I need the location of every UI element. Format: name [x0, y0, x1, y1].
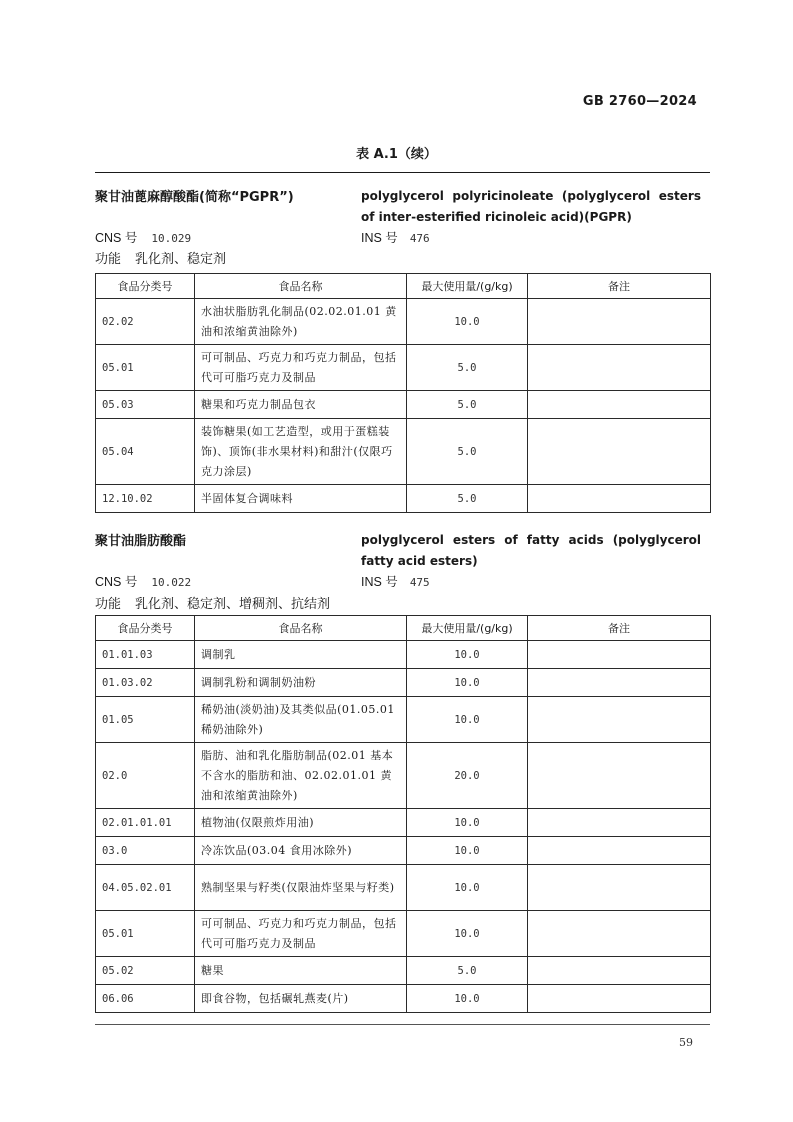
max-usage: 10.0	[407, 809, 528, 837]
table-row	[96, 419, 711, 485]
food-name: 可可制品、巧克力和巧克力制品，包括代可可脂巧克力及制品	[195, 345, 407, 391]
ins-value: 475	[409, 576, 430, 589]
remark	[528, 697, 711, 743]
ins-label: INS 号	[361, 575, 398, 589]
column-header: 备注	[528, 274, 711, 299]
food-name: 调制乳	[195, 641, 407, 669]
cns-code-line	[95, 572, 191, 590]
max-usage: 5.0	[407, 345, 528, 391]
cns-value: 10.022	[151, 576, 192, 589]
function-label: 功能	[95, 597, 122, 612]
remark	[528, 669, 711, 697]
table-row	[96, 957, 711, 985]
bottom-rule	[95, 1024, 710, 1025]
food-category-code: 02.02	[96, 299, 195, 345]
max-usage: 10.0	[407, 697, 528, 743]
food-name: 糖果和巧克力制品包衣	[195, 391, 407, 419]
food-category-code: 05.04	[96, 419, 195, 485]
column-header: 食品分类号	[96, 616, 195, 641]
ins-value: 476	[409, 232, 430, 245]
food-name: 水油状脂肪乳化制品(02.02.01.01 黄油和浓缩黄油除外)	[195, 299, 407, 345]
max-usage: 5.0	[407, 391, 528, 419]
table-title: 表 A.1（续）	[356, 147, 437, 162]
remark	[528, 641, 711, 669]
remark	[528, 957, 711, 985]
column-header: 最大使用量/(g/kg)	[407, 274, 528, 299]
table-row	[96, 299, 711, 345]
cns-code-line	[95, 228, 191, 246]
food-category-code: 05.02	[96, 957, 195, 985]
max-usage: 10.0	[407, 985, 528, 1013]
food-category-code: 05.01	[96, 911, 195, 957]
top-rule	[95, 172, 710, 173]
food-category-code: 02.01.01.01	[96, 809, 195, 837]
food-name: 熟制坚果与籽类(仅限油炸坚果与籽类)	[195, 865, 407, 911]
column-header: 最大使用量/(g/kg)	[407, 616, 528, 641]
table-row	[96, 837, 711, 865]
table-row	[96, 985, 711, 1013]
cns-label: CNS 号	[95, 231, 138, 245]
food-name: 脂肪、油和乳化脂肪制品(02.01 基本不含水的脂肪和油、02.02.01.01 黄油和浓缩黄油除外)	[195, 743, 407, 809]
table-row	[96, 911, 711, 957]
column-header: 备注	[528, 616, 711, 641]
table-header-row	[96, 274, 711, 299]
remark	[528, 809, 711, 837]
food-name: 植物油(仅限煎炸用油)	[195, 809, 407, 837]
ins-label: INS 号	[361, 231, 398, 245]
remark	[528, 911, 711, 957]
table-row	[96, 697, 711, 743]
usage-table	[95, 615, 711, 1013]
food-name: 即食谷物，包括碾轧燕麦(片)	[195, 985, 407, 1013]
food-name: 可可制品、巧克力和巧克力制品，包括代可可脂巧克力及制品	[195, 911, 407, 957]
food-category-code: 04.05.02.01	[96, 865, 195, 911]
table-row	[96, 865, 711, 911]
function-line	[95, 593, 330, 612]
function-line	[95, 248, 226, 267]
max-usage: 5.0	[407, 485, 528, 513]
remark	[528, 299, 711, 345]
food-name: 半固体复合调味料	[195, 485, 407, 513]
ins-code-line	[361, 572, 430, 590]
food-name: 装饰糖果(如工艺造型，或用于蛋糕装饰)、顶饰(非水果材料)和甜汁(仅限巧克力涂层)	[195, 419, 407, 485]
remark	[528, 743, 711, 809]
food-category-code: 05.01	[96, 345, 195, 391]
table-row	[96, 485, 711, 513]
remark	[528, 391, 711, 419]
remark	[528, 837, 711, 865]
max-usage: 10.0	[407, 641, 528, 669]
table-row	[96, 641, 711, 669]
food-category-code: 02.0	[96, 743, 195, 809]
remark	[528, 345, 711, 391]
max-usage: 10.0	[407, 669, 528, 697]
max-usage: 10.0	[407, 299, 528, 345]
food-category-code: 01.05	[96, 697, 195, 743]
additive-chinese-name: 聚甘油脂肪酸酯	[95, 534, 187, 549]
food-category-code: 12.10.02	[96, 485, 195, 513]
remark	[528, 865, 711, 911]
table-header-row	[96, 616, 711, 641]
usage-table	[95, 273, 711, 513]
food-category-code: 03.0	[96, 837, 195, 865]
table-row	[96, 743, 711, 809]
max-usage: 5.0	[407, 957, 528, 985]
max-usage: 5.0	[407, 419, 528, 485]
table-row	[96, 809, 711, 837]
column-header: 食品名称	[195, 274, 407, 299]
food-category-code: 01.01.03	[96, 641, 195, 669]
food-name: 稀奶油(淡奶油)及其类似品(01.05.01 稀奶油除外)	[195, 697, 407, 743]
max-usage: 10.0	[407, 865, 528, 911]
function-value: 乳化剂、稳定剂	[135, 252, 227, 267]
max-usage: 10.0	[407, 911, 528, 957]
food-category-code: 05.03	[96, 391, 195, 419]
food-name: 糖果	[195, 957, 407, 985]
table-row	[96, 391, 711, 419]
food-name: 冷冻饮品(03.04 食用冰除外)	[195, 837, 407, 865]
remark	[528, 485, 711, 513]
food-name: 调制乳粉和调制奶油粉	[195, 669, 407, 697]
ins-code-line	[361, 228, 430, 246]
additive-chinese-name: 聚甘油蓖麻醇酸酯(简称“PGPR”)	[95, 190, 294, 205]
cns-value: 10.029	[151, 232, 192, 245]
remark	[528, 419, 711, 485]
remark	[528, 985, 711, 1013]
max-usage: 20.0	[407, 743, 528, 809]
additive-english-name: polyglycerol polyricinoleate (polyglycerol esters of inter-esterified ricinoleic acid)(PGPR)	[361, 189, 701, 224]
function-label: 功能	[95, 252, 122, 267]
table-row	[96, 345, 711, 391]
table-row	[96, 669, 711, 697]
max-usage: 10.0	[407, 837, 528, 865]
page-number: 59	[679, 1036, 693, 1049]
column-header: 食品分类号	[96, 274, 195, 299]
additive-english-name: polyglycerol esters of fatty acids (polyglycerol fatty acid esters)	[361, 533, 701, 568]
function-value: 乳化剂、稳定剂、增稠剂、抗结剂	[135, 597, 331, 612]
standard-number: GB 2760—2024	[582, 94, 697, 109]
cns-label: CNS 号	[95, 575, 138, 589]
food-category-code: 06.06	[96, 985, 195, 1013]
column-header: 食品名称	[195, 616, 407, 641]
food-category-code: 01.03.02	[96, 669, 195, 697]
